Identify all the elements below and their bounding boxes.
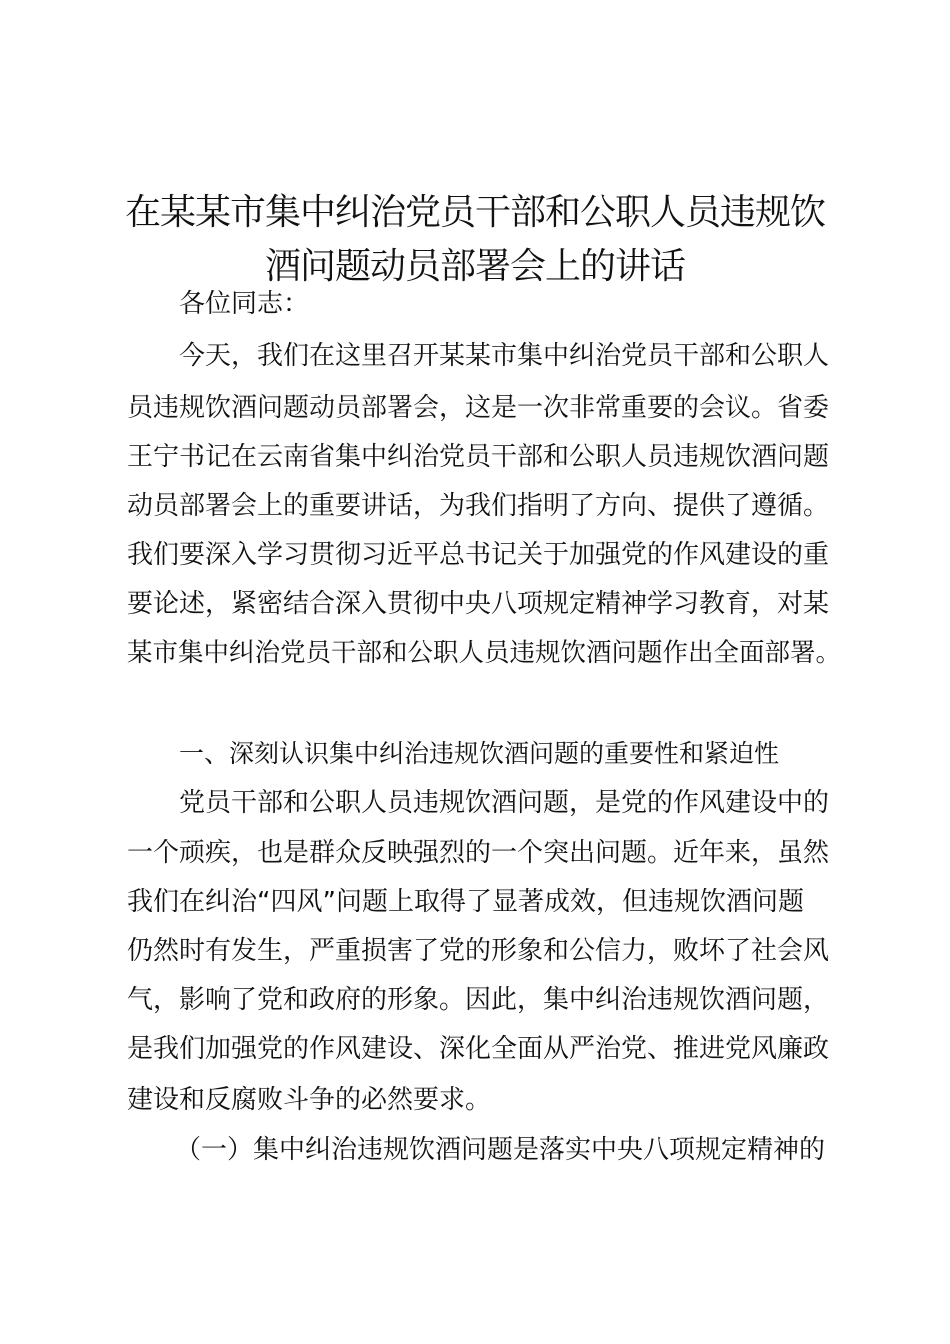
section-heading: 一、深刻认识集中纠治违规饮酒问题的重要性和紧迫性 bbox=[179, 739, 780, 768]
paragraph-line: 动员部署会上的重要讲话，为我们指明了方向、提供了遵循。 bbox=[127, 491, 830, 521]
title-line: 酒问题动员部署会上的讲话 bbox=[264, 246, 685, 287]
paragraph-line: 一个顽疾，也是群众反映强烈的一个突出问题。近年来，虽然 bbox=[127, 838, 830, 868]
document-title bbox=[100, 186, 850, 294]
paragraph-line: 建设和反腐败斗争的必然要求。 bbox=[127, 1085, 492, 1115]
paragraph-line: 气，影响了党和政府的形象。因此，集中纠治违规饮酒问题， bbox=[127, 985, 830, 1015]
paragraph-line: 员违规饮酒问题动员部署会，这是一次非常重要的会议。省委 bbox=[127, 393, 830, 423]
paragraph-line: 我们在纠治“四风”问题上取得了显著成效，但违规饮酒问题 bbox=[127, 887, 804, 917]
paragraph-line: 要论述，紧密结合深入贯彻中央八项规定精神学习教育，对某 bbox=[127, 589, 830, 619]
title-line: 在某某市集中纠治党员干部和公职人员违规饮 bbox=[124, 192, 825, 233]
paragraph-line: 今天，我们在这里召开某某市集中纠治党员干部和公职人 bbox=[179, 341, 830, 371]
paragraph-line: 我们要深入学习贯彻习近平总书记关于加强党的作风建设的重 bbox=[127, 540, 830, 570]
paragraph-line: 是我们加强党的作风建设、深化全面从严治党、推进党风廉政 bbox=[127, 1034, 830, 1064]
paragraph-line: 仍然时有发生，严重损害了党的形象和公信力，败坏了社会风 bbox=[127, 936, 830, 966]
paragraph-line: 党员干部和公职人员违规饮酒问题，是党的作风建设中的 bbox=[179, 788, 830, 818]
salutation: 各位同志： bbox=[179, 289, 310, 319]
subsection-heading: （一）集中纠治违规饮酒问题是落实中央八项规定精神的 bbox=[175, 1135, 826, 1165]
paragraph-line: 某市集中纠治党员干部和公职人员违规饮酒问题作出全面部署。 bbox=[127, 638, 842, 668]
paragraph-line: 王宁书记在云南省集中纠治党员干部和公职人员违规饮酒问题 bbox=[127, 442, 830, 472]
